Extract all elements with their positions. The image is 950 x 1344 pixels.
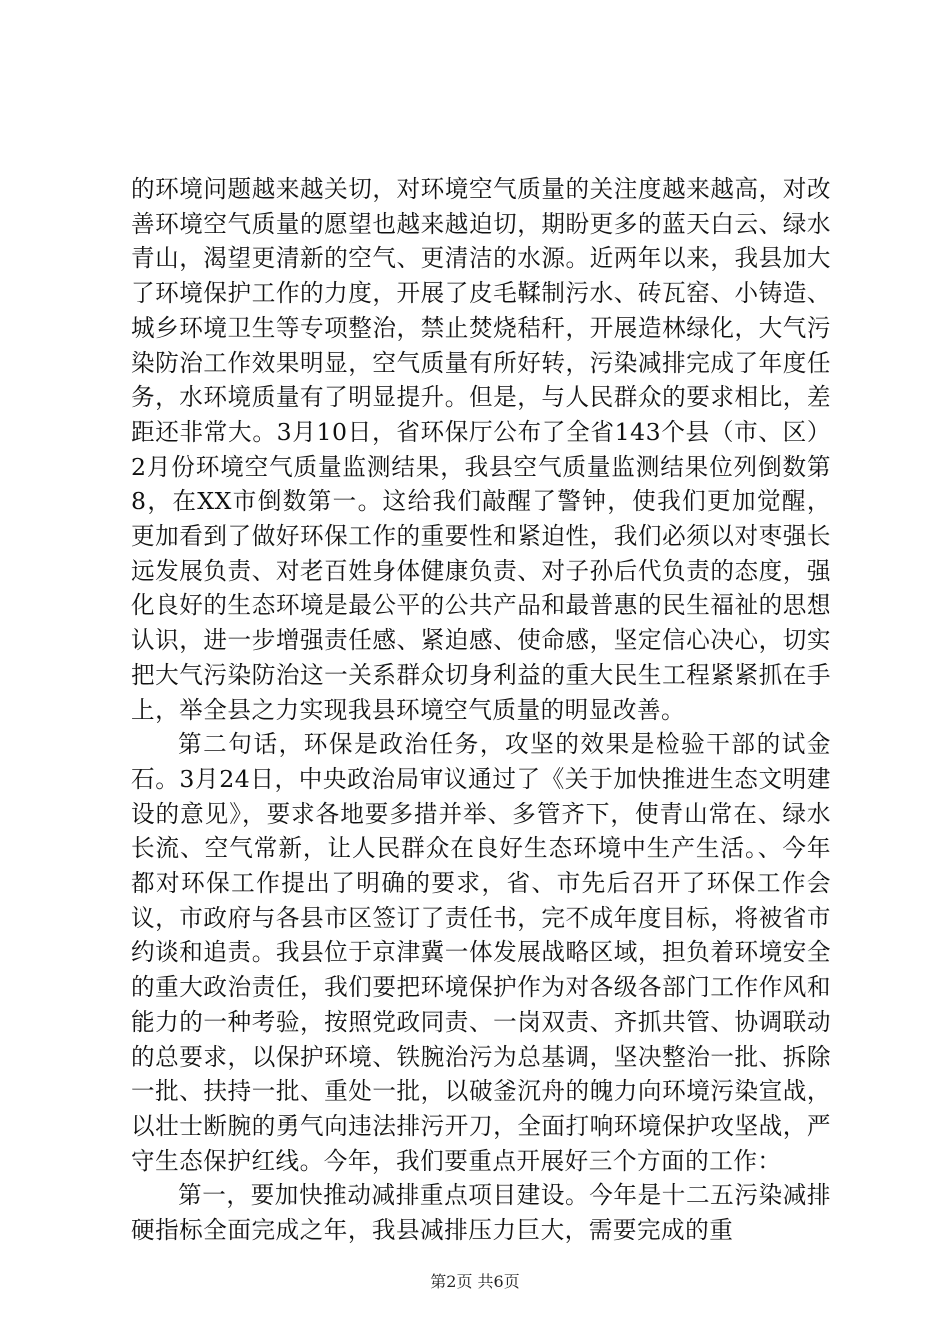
page-footer: 第2页 共6页	[430, 1272, 520, 1291]
paragraph-3: 第一，要加快推动减排重点项目建设。今年是十二五污染减排硬指标全面完成之年，我县减排压力巨大，需要完成的重	[131, 1181, 831, 1245]
paragraph-2: 第二句话，环保是政治任务，攻坚的效果是检验干部的试金石。3月24日，中央政治局审议通过了《关于加快推进生态文明建设的意见》，要求各地要多措并举、多管齐下，使青山常在、绿水长流、空气常新，让人民群众在良好生态环境中生产生活。、今年都对环保工作提出了明确的要求，省、市先后召开了环保工作会议，市政府与各县市区签订了责任书，完不成年度目标，将被省市约谈和追责。我县位于京津冀一体发展战略区域，担负着环境安全的重大政治责任，我们要把环境保护作为对各级各部门工作作风和能力的一种考验，按照党政同责、一岗双责、齐抓共管、协调联动的总要求，以保护环境、铁腕治污为总基调，坚决整治一批、拆除一批、扶持一批、重处一批，以破釜沉舟的魄力向环境污染宣战，以壮士断腕的勇气向违法排污开刀，全面打响环境保护攻坚战，严守生态保护红线。今年，我们要重点开展好三个方面的工作：	[131, 730, 831, 1175]
paragraph-1: 的环境问题越来越关切，对环境空气质量的关注度越来越高，对改善环境空气质量的愿望也越来越迫切，期盼更多的蓝天白云、绿水青山，渴望更清新的空气、更清洁的水源。近两年以来，我县加大了环境保护工作的力度，开展了皮毛鞣制污水、砖瓦窑、小铸造、城乡环境卫生等专项整治，禁止焚烧秸秆，开展造林绿化，大气污染防治工作效果明显，空气质量有所好转，污染减排完成了年度任务，水环境质量有了明显提升。但是，与人民群众的要求相比，差距还非常大。3月10日，省环保厅公布了全省143个县（市、区）2月份环境空气质量监测结果，我县空气质量监测结果位列倒数第8，在XX市倒数第一。这给我们敲醒了警钟，使我们更加觉醒，更加看到了做好环保工作的重要性和紧迫性，我们必须以对枣强长远发展负责、对老百姓身体健康负责、对子孙后代负责的态度，强化良好的生态环境是最公平的公共产品和最普惠的民生福祉的思想认识，进一步增强责任感、紧迫感、使命感，坚定信心决心，切实把大气污染防治这一关系群众切身利益的重大民生工程紧紧抓在手上，举全县之力实现我县环境空气质量的明显改善。	[131, 175, 831, 724]
document-body	[131, 172, 831, 1248]
